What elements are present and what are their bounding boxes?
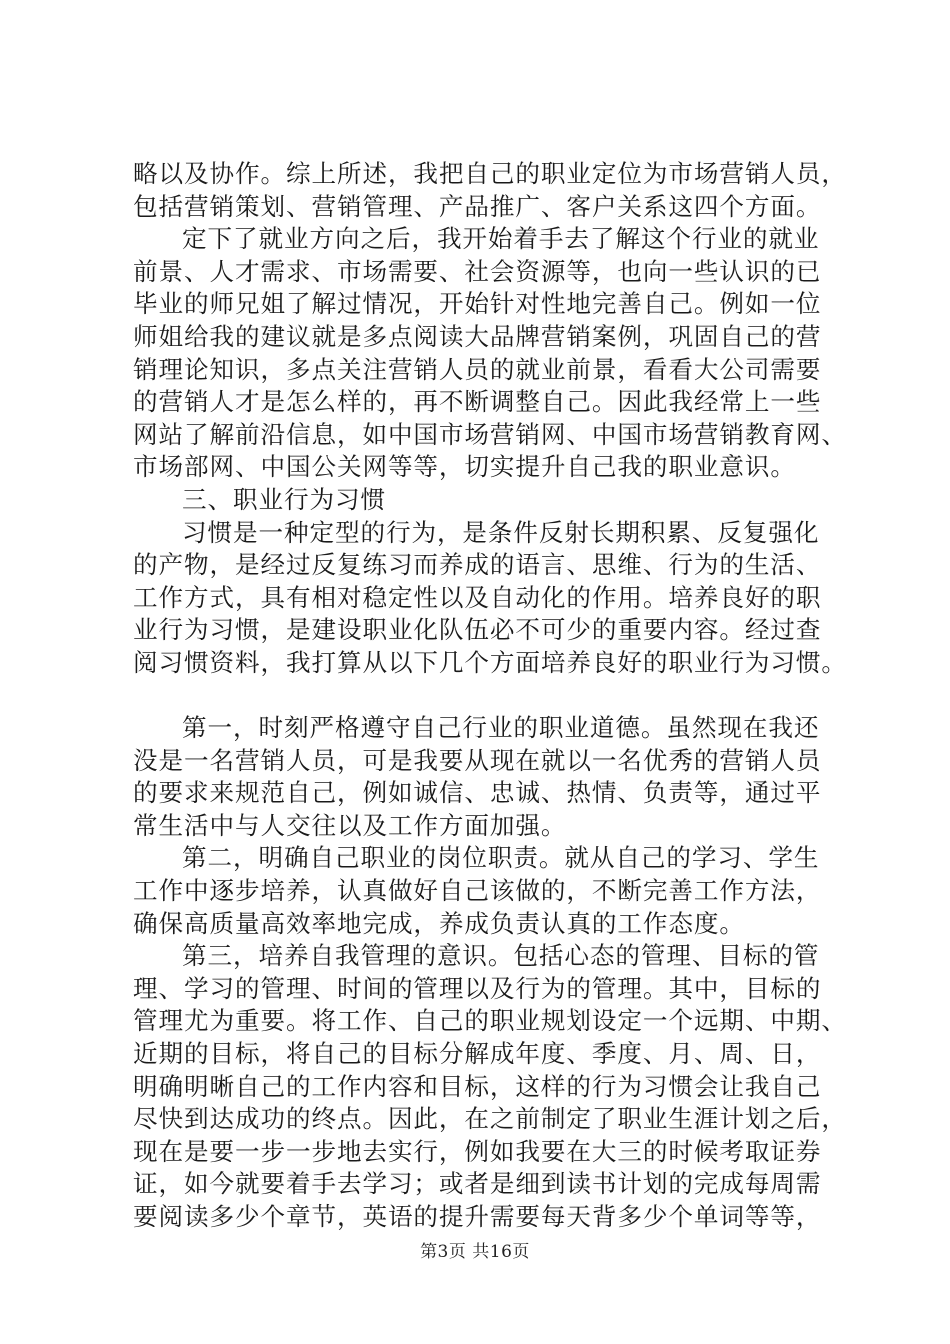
text-line: 管理尤为重要。将工作、自己的职业规划设定一个远期、中期、 xyxy=(133,1006,847,1036)
text-line: 的产物，是经过反复练习而养成的语言、思维、行为的生活、 xyxy=(133,550,822,580)
text-line: 的营销人才是怎么样的，再不断调整自己。因此我经常上一些 xyxy=(133,387,822,417)
text-line: 前景、人才需求、市场需要、社会资源等，也向一些认识的已 xyxy=(133,256,822,286)
text-line: 毕业的师兄姐了解过情况，开始针对性地完善自己。例如一位 xyxy=(133,289,822,319)
text-line: 第二，明确自己职业的岗位职责。就从自己的学习、学生 xyxy=(182,843,820,873)
text-line: 明确明晰自己的工作内容和目标，这样的行为习惯会让我自己 xyxy=(133,1071,822,1101)
text-line: 尽快到达成功的终点。因此，在之前制定了职业生涯计划之后， xyxy=(133,1104,847,1134)
text-line: 定下了就业方向之后，我开始着手去了解这个行业的就业 xyxy=(182,224,820,254)
text-line: 第一，时刻严格遵守自己行业的职业道德。虽然现在我还 xyxy=(182,713,820,743)
text-line: 现在是要一步一步地去实行，例如我要在大三的时候考取证券 xyxy=(133,1136,822,1166)
text-line: 证，如今就要着手去学习；或者是细到读书计划的完成每周需 xyxy=(133,1169,822,1199)
text-line: 阅习惯资料，我打算从以下几个方面培养良好的职业行为习惯。 xyxy=(133,647,847,677)
text-line: 第三，培养自我管理的意识。包括心态的管理、目标的管 xyxy=(182,941,820,971)
text-line: 近期的目标，将自己的目标分解成年度、季度、月、周、日， xyxy=(133,1039,822,1069)
text-line: 理、学习的管理、时间的管理以及行为的管理。其中，目标的 xyxy=(133,973,822,1003)
text-line: 师姐给我的建议就是多点阅读大品牌营销案例，巩固自己的营 xyxy=(133,321,822,351)
text-line: 习惯是一种定型的行为，是条件反射长期积累、反复强化 xyxy=(182,517,820,547)
document-body xyxy=(133,158,847,1234)
paragraph-gap xyxy=(133,680,833,713)
text-line: 业行为习惯，是建设职业化队伍必不可少的重要内容。经过查 xyxy=(133,615,822,645)
text-line: 工作方式，具有相对稳定性以及自动化的作用。培养良好的职 xyxy=(133,582,822,612)
page-number-footer: 第3页 共16页 xyxy=(420,1242,530,1262)
text-line: 市场部网、中国公关网等等，切实提升自己我的职业意识。 xyxy=(133,452,796,482)
section-heading: 三、职业行为习惯 xyxy=(182,484,386,514)
text-line: 没是一名营销人员，可是我要从现在就以一名优秀的营销人员 xyxy=(133,745,822,775)
text-line: 略以及协作。综上所述，我把自己的职业定位为市场营销人员， xyxy=(133,159,847,188)
text-line: 的要求来规范自己，例如诚信、忠诚、热情、负责等，通过平 xyxy=(133,778,822,808)
text-line: 工作中逐步培养，认真做好自己该做的，不断完善工作方法， xyxy=(133,876,822,906)
text-line: 网站了解前沿信息，如中国市场营销网、中国市场营销教育网、 xyxy=(133,419,847,449)
text-line: 常生活中与人交往以及工作方面加强。 xyxy=(133,810,567,840)
text-line: 确保高质量高效率地完成，养成负责认真的工作态度。 xyxy=(133,908,745,938)
text-line: 要阅读多少个章节，英语的提升需要每天背多少个单词等等， xyxy=(133,1202,822,1231)
text-line: 销理论知识，多点关注营销人员的就业前景，看看大公司需要 xyxy=(133,354,822,384)
text-line: 包括营销策划、营销管理、产品推广、客户关系这四个方面。 xyxy=(133,191,822,221)
